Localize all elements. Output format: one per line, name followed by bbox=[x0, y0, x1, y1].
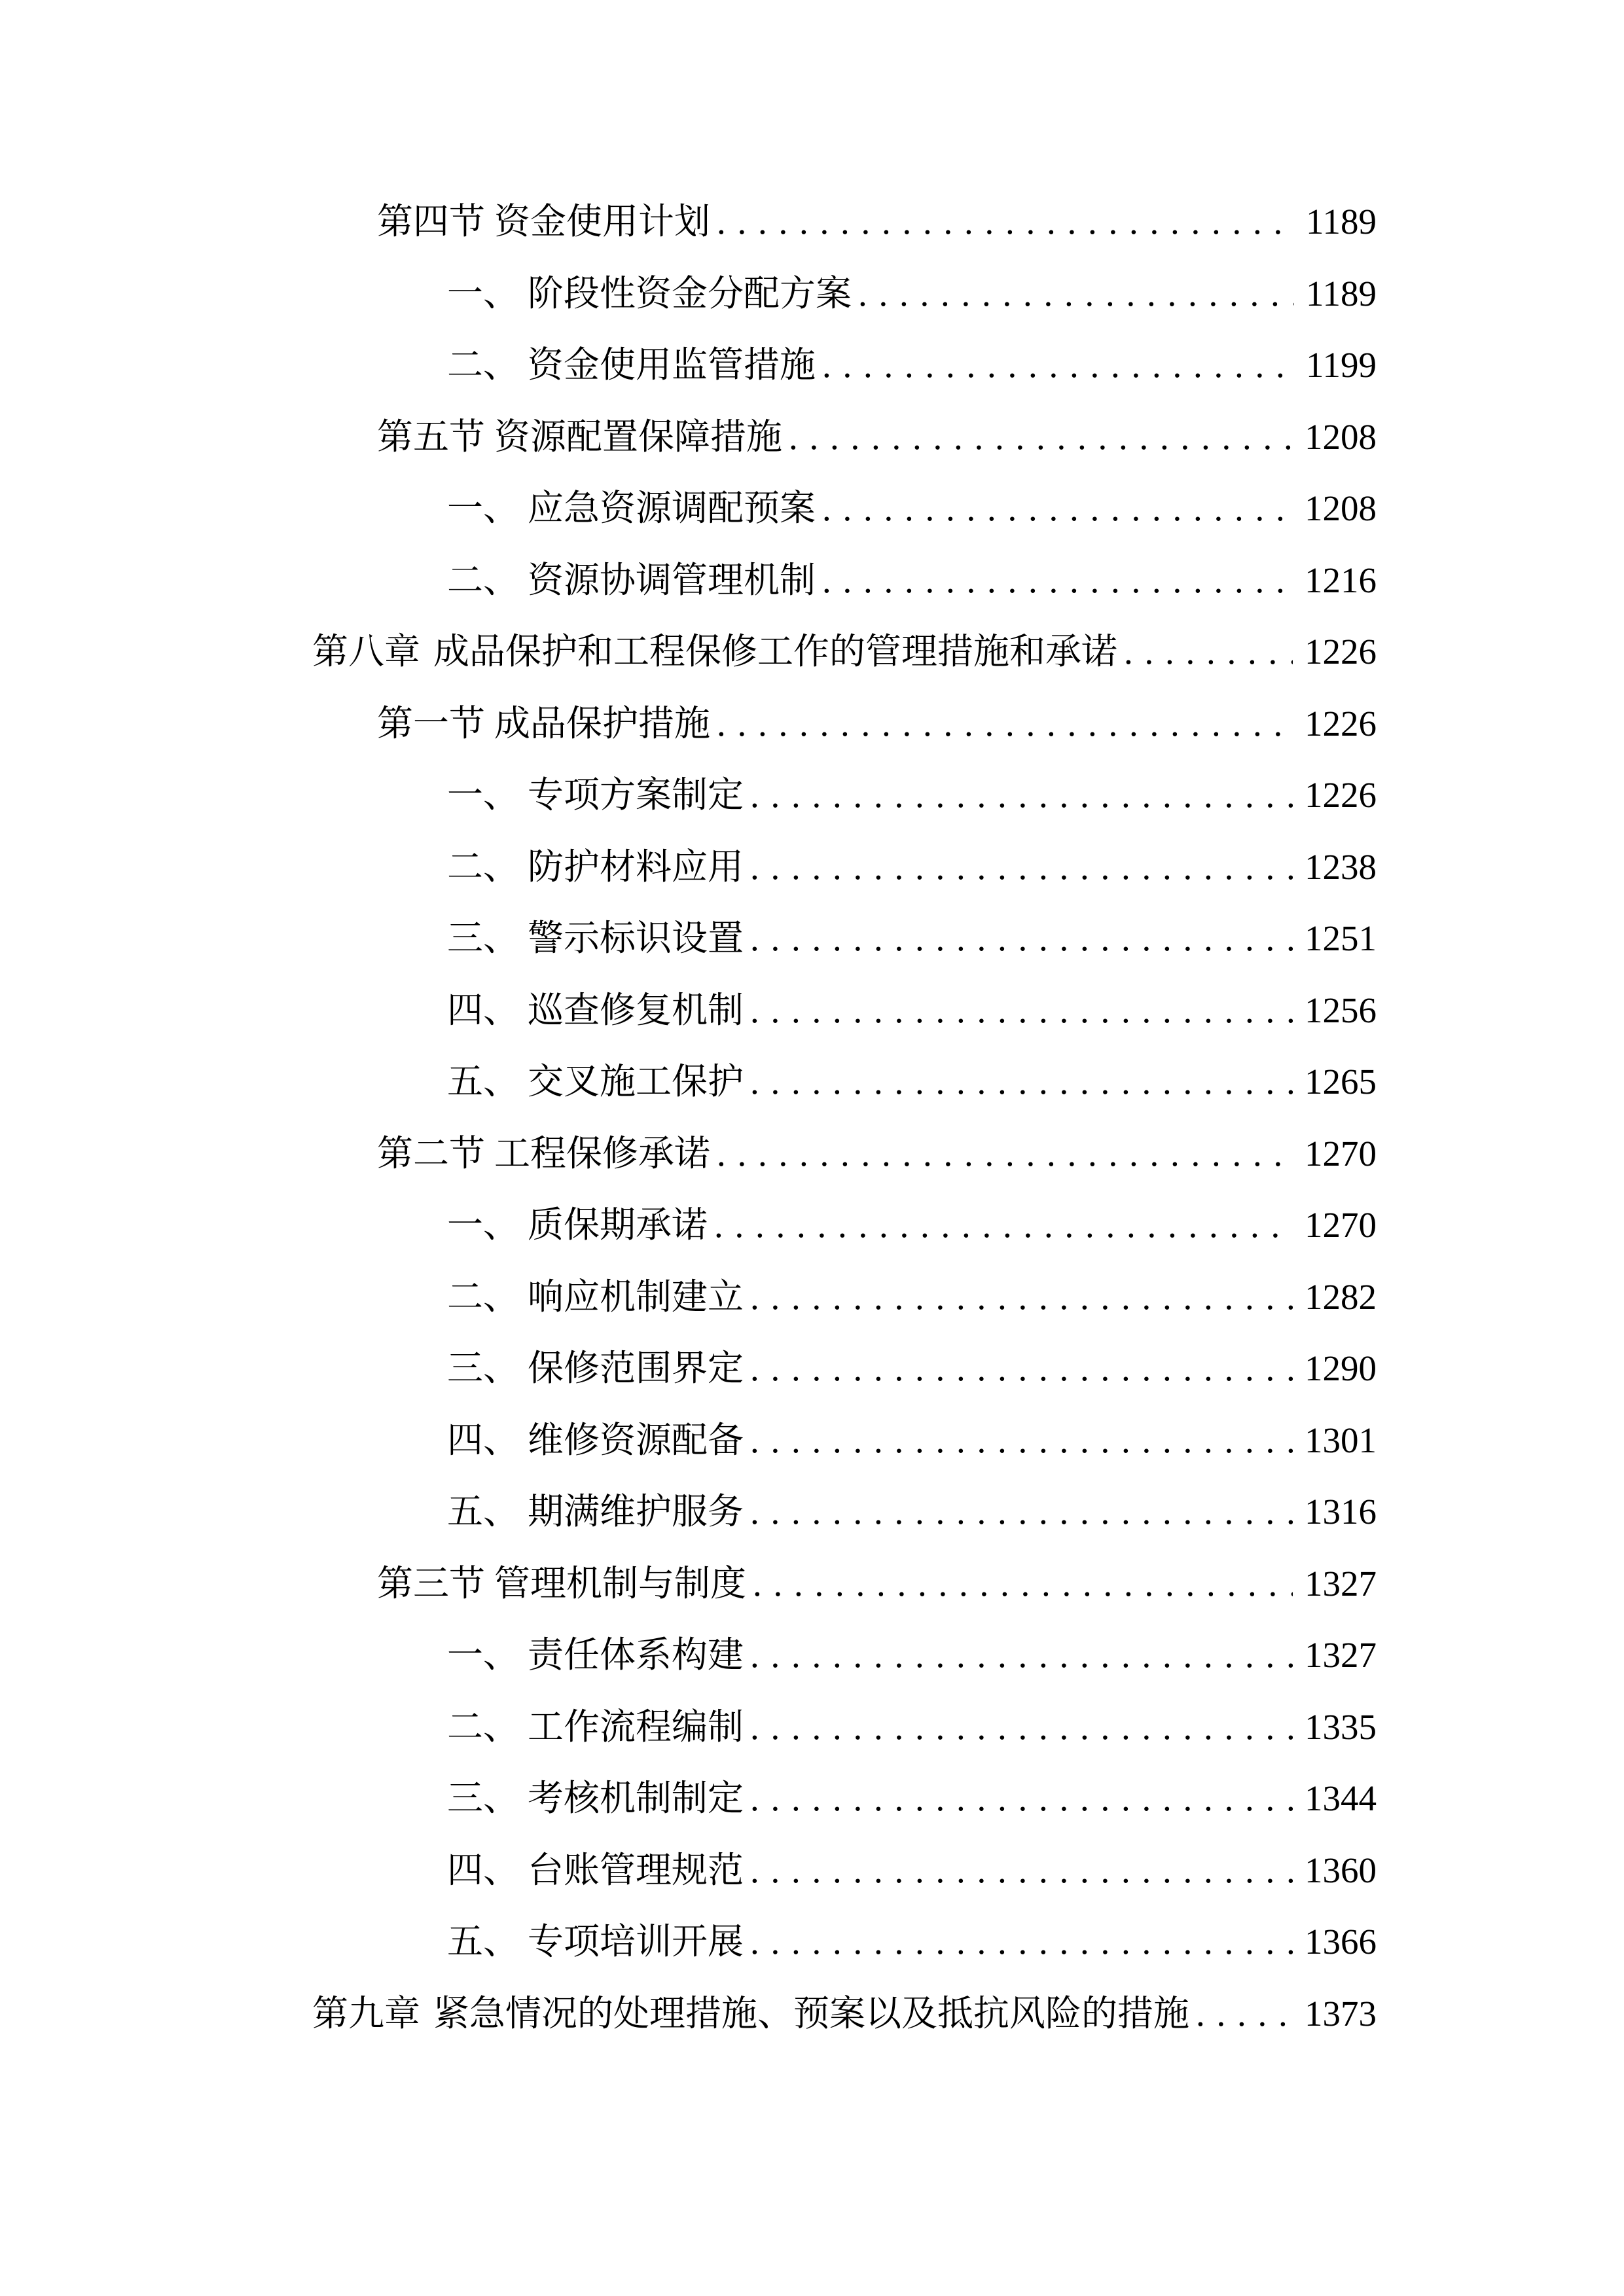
toc-entry[interactable] bbox=[0, 329, 1624, 401]
dot-leader bbox=[717, 1118, 1293, 1190]
dot-leader bbox=[750, 1261, 1293, 1333]
toc-entry-label: 四、 bbox=[447, 1420, 520, 1460]
toc-list bbox=[0, 186, 1624, 2049]
toc-entry-page-number: 1251 bbox=[1305, 918, 1377, 958]
toc-entry[interactable] bbox=[0, 1763, 1624, 1835]
toc-entry-label: 第三节 bbox=[377, 1563, 486, 1604]
toc-entry-label: 四、 bbox=[447, 1850, 520, 1890]
toc-entry-page-number: 1327 bbox=[1305, 1635, 1377, 1675]
toc-entry-title: 专项方案制定 bbox=[528, 775, 744, 815]
toc-entry-title: 保修范围界定 bbox=[528, 1348, 744, 1388]
dot-leader bbox=[750, 1476, 1293, 1548]
toc-entry[interactable] bbox=[0, 258, 1624, 330]
toc-entry-title: 资源协调管理机制 bbox=[528, 560, 816, 600]
toc-entry-title: 质保期承诺 bbox=[528, 1205, 708, 1245]
dot-leader bbox=[714, 1189, 1293, 1261]
toc-entry-label: 一、 bbox=[447, 1205, 520, 1245]
dot-leader bbox=[822, 329, 1294, 401]
toc-entry-title: 防护材料应用 bbox=[528, 846, 744, 887]
toc-entry-page-number: 1189 bbox=[1306, 202, 1377, 242]
toc-entry-page-number: 1216 bbox=[1305, 560, 1377, 600]
toc-entry-page-number: 1282 bbox=[1305, 1276, 1377, 1317]
toc-entry-label: 五、 bbox=[447, 1062, 520, 1102]
toc-entry[interactable] bbox=[0, 186, 1624, 258]
toc-entry-label: 二、 bbox=[447, 1706, 520, 1747]
toc-entry-page-number: 1208 bbox=[1305, 416, 1377, 457]
toc-entry[interactable] bbox=[0, 759, 1624, 831]
toc-entry-title: 工作流程编制 bbox=[528, 1706, 744, 1747]
toc-entry-page-number: 1256 bbox=[1305, 990, 1377, 1030]
dot-leader bbox=[717, 688, 1293, 760]
toc-entry-page-number: 1199 bbox=[1306, 345, 1377, 385]
dot-leader bbox=[750, 1405, 1293, 1477]
toc-entry-label: 第九章 bbox=[312, 1993, 421, 2034]
toc-entry-label: 四、 bbox=[447, 990, 520, 1030]
toc-entry-label: 第八章 bbox=[312, 632, 421, 672]
toc-entry[interactable] bbox=[0, 1261, 1624, 1333]
dot-leader bbox=[717, 186, 1294, 258]
toc-entry-page-number: 1373 bbox=[1305, 1993, 1377, 2034]
toc-entry[interactable] bbox=[0, 616, 1624, 688]
toc-entry-page-number: 1226 bbox=[1305, 703, 1377, 744]
dot-leader bbox=[750, 975, 1293, 1047]
toc-entry-page-number: 1226 bbox=[1305, 632, 1377, 672]
toc-entry[interactable] bbox=[0, 1835, 1624, 1907]
toc-entry-label: 第二节 bbox=[377, 1133, 486, 1174]
toc-entry-label: 三、 bbox=[447, 1348, 520, 1388]
toc-entry-title: 阶段性资金分配方案 bbox=[528, 273, 852, 314]
toc-entry-page-number: 1335 bbox=[1305, 1706, 1377, 1747]
dot-leader bbox=[750, 1046, 1293, 1118]
toc-entry[interactable] bbox=[0, 1476, 1624, 1548]
dot-leader bbox=[753, 1548, 1293, 1620]
dot-leader bbox=[750, 1619, 1293, 1691]
toc-entry-title: 警示标识设置 bbox=[528, 918, 744, 958]
toc-entry-label: 三、 bbox=[447, 918, 520, 958]
toc-entry-page-number: 1208 bbox=[1305, 488, 1377, 528]
dot-leader bbox=[750, 1835, 1293, 1907]
toc-entry-label: 第四节 bbox=[377, 202, 486, 242]
toc-entry[interactable] bbox=[0, 545, 1624, 617]
toc-entry-title: 台账管理规范 bbox=[528, 1850, 744, 1890]
toc-entry-label: 二、 bbox=[447, 345, 520, 385]
toc-entry-label: 第五节 bbox=[377, 416, 486, 457]
toc-entry[interactable] bbox=[0, 401, 1624, 473]
dot-leader bbox=[822, 473, 1293, 545]
toc-entry-page-number: 1344 bbox=[1305, 1778, 1377, 1818]
toc-entry-label: 二、 bbox=[447, 846, 520, 887]
toc-entry-title: 期满维护服务 bbox=[528, 1492, 744, 1532]
toc-entry-page-number: 1327 bbox=[1305, 1563, 1377, 1604]
dot-leader bbox=[789, 401, 1293, 473]
toc-entry-title: 维修资源配备 bbox=[528, 1420, 744, 1460]
toc-entry-label: 二、 bbox=[447, 1276, 520, 1317]
dot-leader bbox=[750, 903, 1293, 975]
toc-entry-title: 资金使用计划 bbox=[494, 202, 711, 242]
toc-entry-title: 资源配置保障措施 bbox=[494, 416, 783, 457]
toc-entry[interactable] bbox=[0, 688, 1624, 760]
toc-entry[interactable] bbox=[0, 903, 1624, 975]
toc-entry-page-number: 1270 bbox=[1305, 1133, 1377, 1174]
toc-entry-label: 一、 bbox=[447, 488, 520, 528]
dot-leader bbox=[750, 1333, 1293, 1405]
toc-entry-title: 资金使用监管措施 bbox=[528, 345, 816, 385]
dot-leader bbox=[750, 1906, 1293, 1978]
toc-entry-page-number: 1265 bbox=[1305, 1062, 1377, 1102]
dot-leader bbox=[858, 258, 1294, 330]
dot-leader bbox=[1124, 616, 1293, 688]
toc-entry-label: 一、 bbox=[447, 775, 520, 815]
toc-entry[interactable] bbox=[0, 831, 1624, 903]
toc-entry[interactable] bbox=[0, 1978, 1624, 2050]
toc-entry-title: 巡查修复机制 bbox=[528, 990, 744, 1030]
toc-entry[interactable] bbox=[0, 473, 1624, 545]
toc-entry[interactable] bbox=[0, 1118, 1624, 1190]
toc-entry-title: 责任体系构建 bbox=[528, 1635, 744, 1675]
toc-entry-label: 一、 bbox=[447, 1635, 520, 1675]
dot-leader bbox=[750, 831, 1293, 903]
toc-entry-page-number: 1316 bbox=[1305, 1492, 1377, 1532]
toc-entry[interactable] bbox=[0, 1405, 1624, 1477]
toc-entry-label: 二、 bbox=[447, 560, 520, 600]
toc-entry-label: 一、 bbox=[447, 273, 520, 314]
toc-entry-page-number: 1238 bbox=[1305, 846, 1377, 887]
toc-entry[interactable] bbox=[0, 1548, 1624, 1620]
toc-entry-label: 三、 bbox=[447, 1778, 520, 1818]
toc-entry[interactable] bbox=[0, 1691, 1624, 1763]
toc-entry-label: 五、 bbox=[447, 1922, 520, 1962]
toc-entry-page-number: 1270 bbox=[1305, 1205, 1377, 1245]
toc-entry-title: 管理机制与制度 bbox=[494, 1563, 747, 1604]
toc-entry-label: 五、 bbox=[447, 1492, 520, 1532]
toc-entry-title: 响应机制建立 bbox=[528, 1276, 744, 1317]
toc-entry[interactable] bbox=[0, 1619, 1624, 1691]
toc-entry-title: 成品保护措施 bbox=[494, 703, 711, 744]
toc-entry-title: 交叉施工保护 bbox=[528, 1062, 744, 1102]
toc-entry-page-number: 1290 bbox=[1305, 1348, 1377, 1388]
toc-entry-page-number: 1226 bbox=[1305, 775, 1377, 815]
dot-leader bbox=[750, 1763, 1293, 1835]
toc-entry-title: 工程保修承诺 bbox=[494, 1133, 711, 1174]
toc-entry-label: 第一节 bbox=[377, 703, 486, 744]
toc-entry[interactable] bbox=[0, 975, 1624, 1047]
dot-leader bbox=[1196, 1978, 1293, 2050]
toc-entry[interactable] bbox=[0, 1906, 1624, 1978]
toc-entry-page-number: 1189 bbox=[1306, 273, 1377, 314]
toc-entry-page-number: 1366 bbox=[1305, 1922, 1377, 1962]
toc-entry-page-number: 1360 bbox=[1305, 1850, 1377, 1890]
dot-leader bbox=[750, 759, 1293, 831]
dot-leader bbox=[822, 545, 1293, 617]
toc-entry-title: 紧急情况的处理措施、预案以及抵抗风险的措施 bbox=[433, 1993, 1190, 2034]
toc-entry-title: 成品保护和工程保修工作的管理措施和承诺 bbox=[433, 632, 1118, 672]
toc-entry-title: 考核机制制定 bbox=[528, 1778, 744, 1818]
toc-entry-title: 专项培训开展 bbox=[528, 1922, 744, 1962]
toc-entry-page-number: 1301 bbox=[1305, 1420, 1377, 1460]
toc-entry[interactable] bbox=[0, 1046, 1624, 1118]
toc-entry-title: 应急资源调配预案 bbox=[528, 488, 816, 528]
dot-leader bbox=[750, 1691, 1293, 1763]
toc-entry[interactable] bbox=[0, 1333, 1624, 1405]
toc-entry[interactable] bbox=[0, 1189, 1624, 1261]
